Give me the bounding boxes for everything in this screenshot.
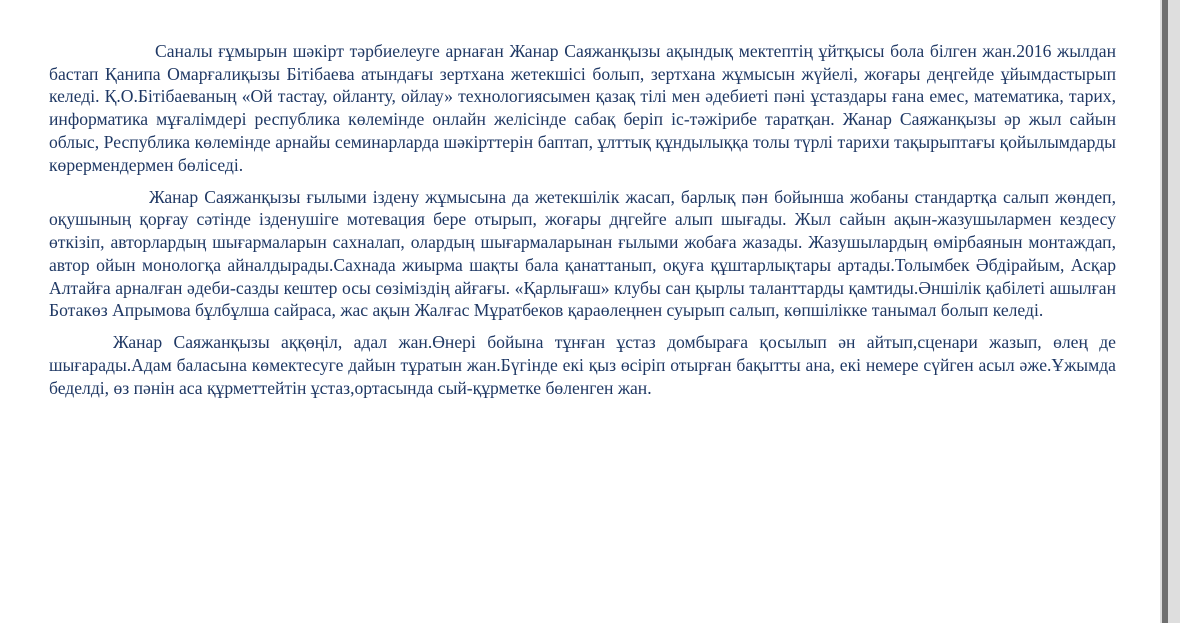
paragraph-1: Саналы ғұмырын шәкірт тәрбиелеуге арнаған Жанар Саяжанқызы ақындық мектептің ұйтқысы бола білген жан.2016 жылдан бастап Қанипа Омарғалиқызы Бітібаева атындағы зертхана жетекшісі болып, зертхана жұмысын жүйелі, жоғары деңгейде ұйымдастырып келеді. Қ.О.Бітібаеваның «Ой тастау, ойланту, ойлау» технологиясымен қазақ тілі мен әдебиеті пәні ұстаздары ғана емес, математика, тарих, информатика мұғалімдері республика көлемінде онлайн желісінде сабақ беріп іс-тәжірибе таратқан. Жанар Саяжанқызы әр жыл сайын облыс, Республика көлемінде арнайы семинарларда шәкірттерін баптап, ұлттық құндылыққа толы түрлі тарихи тақырыптағы қойылымдарды көрермендермен бөліседі. xyxy=(49,41,1116,175)
scrollbar-thumb[interactable] xyxy=(1162,0,1168,623)
document-body xyxy=(49,40,1116,409)
paragraph-3: Жанар Саяжанқызы аққөңіл, адал жан.Өнері бойына тұнған ұстаз домбыраға қосылып ән айтып,сценари жазып, өлең де шығарады.Адам баласына көмектесуге дайын тұратын жан.Бүгінде екі қыз өсіріп отырған бақытты ана, екі немере сүйген асыл әже.Ұжымда беделді, өз пәнін аса құрметтейтін ұстаз,ортасында сый-құрметке бөленген жан. xyxy=(49,332,1116,398)
paragraph-2: Жанар Саяжанқызы ғылыми іздену жұмысына да жетекшілік жасап, барлық пән бойынша жобаны стандартқа салып жөндеп, оқушының қорғау сәтінде ізденушіге мотевация бере отырып, жоғары дңгейге алып шығады. Жыл сайын ақын-жазушылармен кездесу өткізіп, авторлардың шығармаларын сахналап, олардың шығармаларынан ғылыми жобаға жазады. Жазушылардың өмірбаянын монтаждап, автор ойын монологқа айналдырады.Сахнада жиырма шақты бала қанаттанып, оқуға құштарлықтары артады.Толымбек Әбдірайым, Асқар Алтайға арналған әдеби-сазды кештер осы сөзіміздің айғағы. «Қарлығаш» клубы сан қырлы таланттарды қамтиды.Әншілік қабілеті ашылған Ботакөз Апрымова бұлбұлша сайраса, жас ақын Жалғас Мұратбеков қараөлеңнен суырып салып, көпшілікке танымал болып келеді. xyxy=(49,186,1116,321)
